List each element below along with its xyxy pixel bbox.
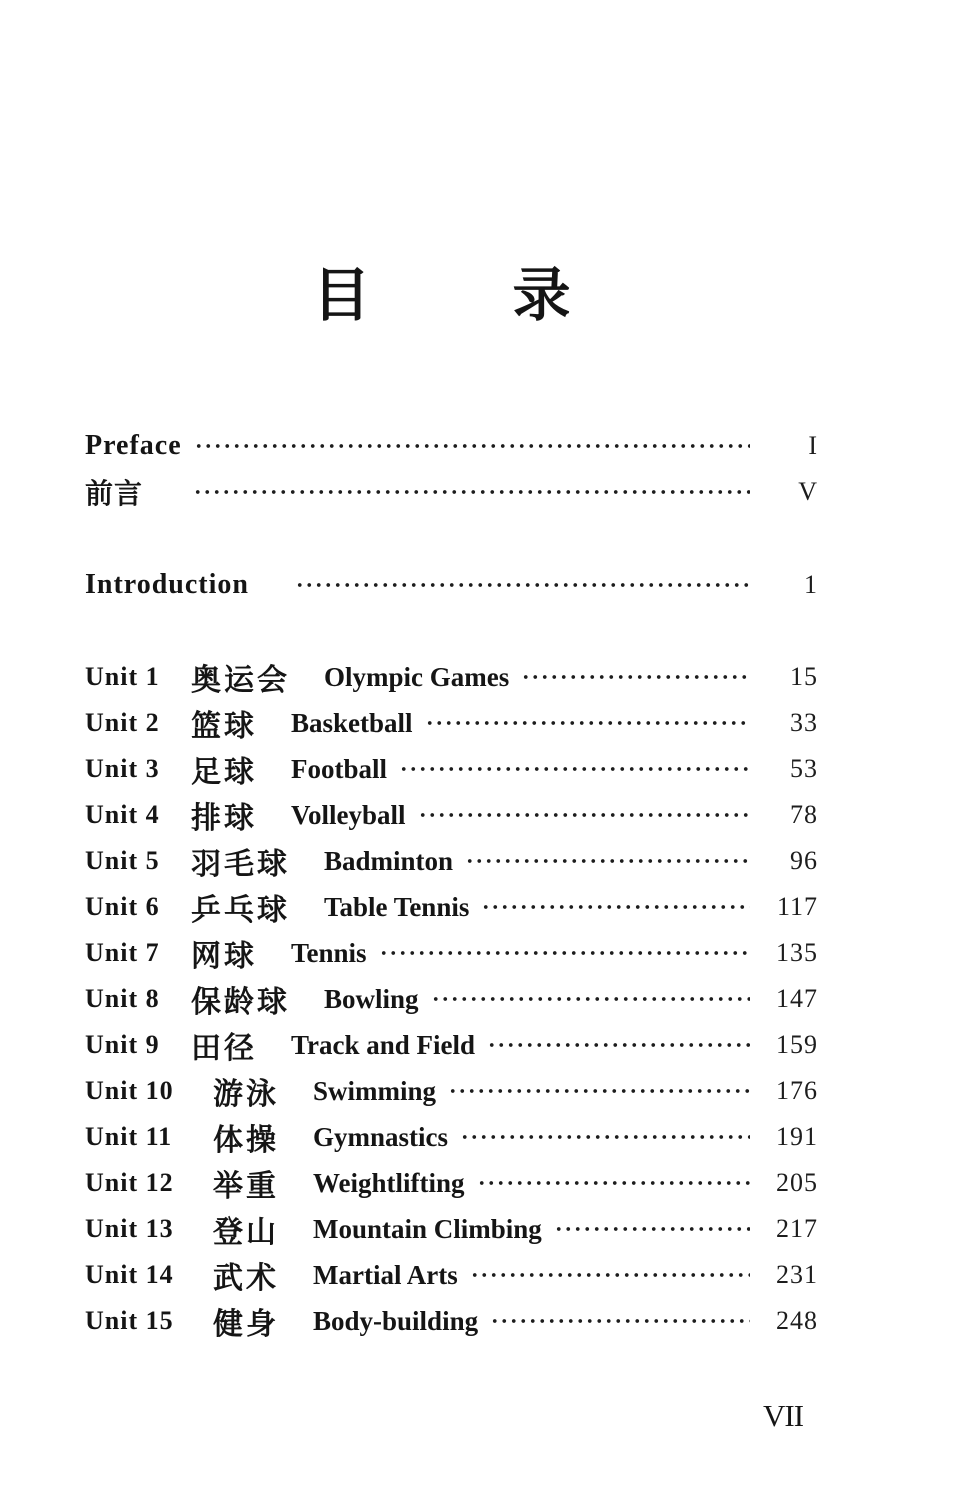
unit-title-english: Basketball bbox=[291, 707, 413, 738]
dot-leader bbox=[425, 700, 750, 746]
unit-title-english: Track and Field bbox=[291, 1029, 476, 1060]
page-number: 1 bbox=[804, 570, 818, 599]
toc-row-unit bbox=[85, 792, 818, 838]
page-number: 15 bbox=[790, 662, 818, 691]
dot-leader bbox=[448, 1068, 750, 1114]
dot-leader bbox=[379, 930, 750, 976]
unit-title-chinese: 排球 bbox=[191, 802, 257, 835]
toc-row-unit bbox=[85, 884, 818, 930]
unit-number-label: Unit 9 bbox=[85, 1030, 160, 1059]
unit-number-label: Unit 4 bbox=[85, 800, 160, 829]
dot-leader bbox=[193, 469, 750, 515]
unit-title-chinese: 游泳 bbox=[213, 1078, 279, 1111]
toc-row-unit bbox=[85, 1160, 818, 1206]
unit-list bbox=[85, 654, 818, 1344]
unit-number-label: Unit 13 bbox=[85, 1214, 174, 1243]
dot-leader bbox=[521, 654, 750, 700]
unit-title-english: Tennis bbox=[291, 937, 367, 968]
toc-row-front-matter bbox=[85, 469, 818, 515]
unit-title-chinese: 奥运会 bbox=[191, 664, 290, 697]
toc-row-unit bbox=[85, 1206, 818, 1252]
dot-leader bbox=[194, 423, 750, 469]
unit-title-chinese: 体操 bbox=[213, 1124, 279, 1157]
unit-title-english: Swimming bbox=[313, 1075, 437, 1106]
toc-row-front-matter bbox=[85, 423, 818, 469]
unit-title-chinese: 网球 bbox=[191, 940, 257, 973]
page-number: 248 bbox=[776, 1306, 818, 1335]
front-matter-label: Preface bbox=[85, 430, 182, 461]
toc-row-unit bbox=[85, 930, 818, 976]
unit-title-chinese: 健身 bbox=[213, 1308, 279, 1341]
unit-number-label: Unit 3 bbox=[85, 754, 160, 783]
title-char-mu: 目 bbox=[312, 263, 371, 328]
front-matter-list bbox=[85, 423, 818, 515]
dot-leader bbox=[470, 1252, 750, 1298]
unit-number-label: Unit 14 bbox=[85, 1260, 174, 1289]
toc-row-unit bbox=[85, 1252, 818, 1298]
unit-title-english: Volleyball bbox=[291, 799, 406, 830]
dot-leader bbox=[431, 976, 750, 1022]
unit-number-label: Unit 8 bbox=[85, 984, 160, 1013]
unit-number-label: Unit 5 bbox=[85, 846, 160, 875]
dot-leader bbox=[418, 792, 750, 838]
dot-leader bbox=[295, 562, 750, 608]
unit-title-chinese: 武术 bbox=[213, 1262, 279, 1295]
toc-row-introduction bbox=[85, 562, 818, 608]
page-number: 117 bbox=[776, 892, 818, 921]
toc-row-unit bbox=[85, 1114, 818, 1160]
dot-leader bbox=[481, 884, 750, 930]
toc-row-unit bbox=[85, 1068, 818, 1114]
title-char-lu: 录 bbox=[512, 263, 571, 328]
unit-number-label: Unit 15 bbox=[85, 1306, 174, 1335]
unit-title-english: Table Tennis bbox=[324, 891, 470, 922]
unit-title-chinese: 篮球 bbox=[191, 710, 257, 743]
unit-number-label: Unit 1 bbox=[85, 662, 160, 691]
unit-number-label: Unit 2 bbox=[85, 708, 160, 737]
unit-title-english: Olympic Games bbox=[324, 661, 510, 692]
dot-leader bbox=[487, 1022, 750, 1068]
dot-leader bbox=[477, 1160, 750, 1206]
page-number: 191 bbox=[776, 1122, 818, 1151]
front-matter-label: 前言 bbox=[85, 479, 144, 510]
toc-row-unit bbox=[85, 838, 818, 884]
toc-row-unit bbox=[85, 1022, 818, 1068]
page-number: 96 bbox=[790, 846, 818, 875]
toc-row-unit bbox=[85, 746, 818, 792]
unit-title-chinese: 保龄球 bbox=[191, 986, 290, 1019]
unit-number-label: Unit 6 bbox=[85, 892, 160, 921]
dot-leader bbox=[490, 1298, 750, 1344]
page-number: 176 bbox=[776, 1076, 818, 1105]
unit-title-chinese: 田径 bbox=[191, 1032, 257, 1065]
unit-title-chinese: 足球 bbox=[191, 756, 257, 789]
unit-title-chinese: 举重 bbox=[213, 1170, 279, 1203]
toc-row-unit bbox=[85, 700, 818, 746]
page-number: I bbox=[808, 431, 818, 460]
unit-title-chinese: 乒乓球 bbox=[191, 894, 290, 927]
unit-number-label: Unit 12 bbox=[85, 1168, 174, 1197]
page-number: 231 bbox=[776, 1260, 818, 1289]
page-number: 53 bbox=[790, 754, 818, 783]
unit-title-english: Body-building bbox=[313, 1305, 479, 1336]
page-number: 33 bbox=[790, 708, 818, 737]
unit-number-label: Unit 11 bbox=[85, 1122, 173, 1151]
unit-title-english: Weightlifting bbox=[313, 1167, 465, 1198]
unit-title-english: Gymnastics bbox=[313, 1121, 448, 1152]
page-number: 135 bbox=[776, 938, 818, 967]
unit-title-english: Mountain Climbing bbox=[313, 1213, 542, 1244]
toc-row-unit bbox=[85, 1298, 818, 1344]
page-number: 147 bbox=[776, 984, 818, 1013]
unit-title-english: Football bbox=[291, 753, 388, 784]
folio-page-number: VII bbox=[763, 1398, 804, 1433]
dot-leader bbox=[465, 838, 750, 884]
unit-title-english: Bowling bbox=[324, 983, 419, 1014]
unit-title-english: Badminton bbox=[324, 845, 454, 876]
dot-leader bbox=[460, 1114, 750, 1160]
unit-title-english: Martial Arts bbox=[313, 1259, 458, 1290]
toc-row-unit bbox=[85, 976, 818, 1022]
page-number: 205 bbox=[776, 1168, 818, 1197]
unit-number-label: Unit 7 bbox=[85, 938, 160, 967]
dot-leader bbox=[554, 1206, 750, 1252]
page-title bbox=[85, 265, 798, 327]
dot-leader bbox=[399, 746, 750, 792]
unit-number-label: Unit 10 bbox=[85, 1076, 174, 1105]
unit-title-chinese: 登山 bbox=[213, 1216, 279, 1249]
page-number: 78 bbox=[790, 800, 818, 829]
unit-title-chinese: 羽毛球 bbox=[191, 848, 290, 881]
introduction-label: Introduction bbox=[85, 569, 249, 600]
page-number: 159 bbox=[776, 1030, 818, 1059]
toc-row-unit bbox=[85, 654, 818, 700]
page-number: 217 bbox=[776, 1214, 818, 1243]
page-number: V bbox=[798, 477, 818, 506]
